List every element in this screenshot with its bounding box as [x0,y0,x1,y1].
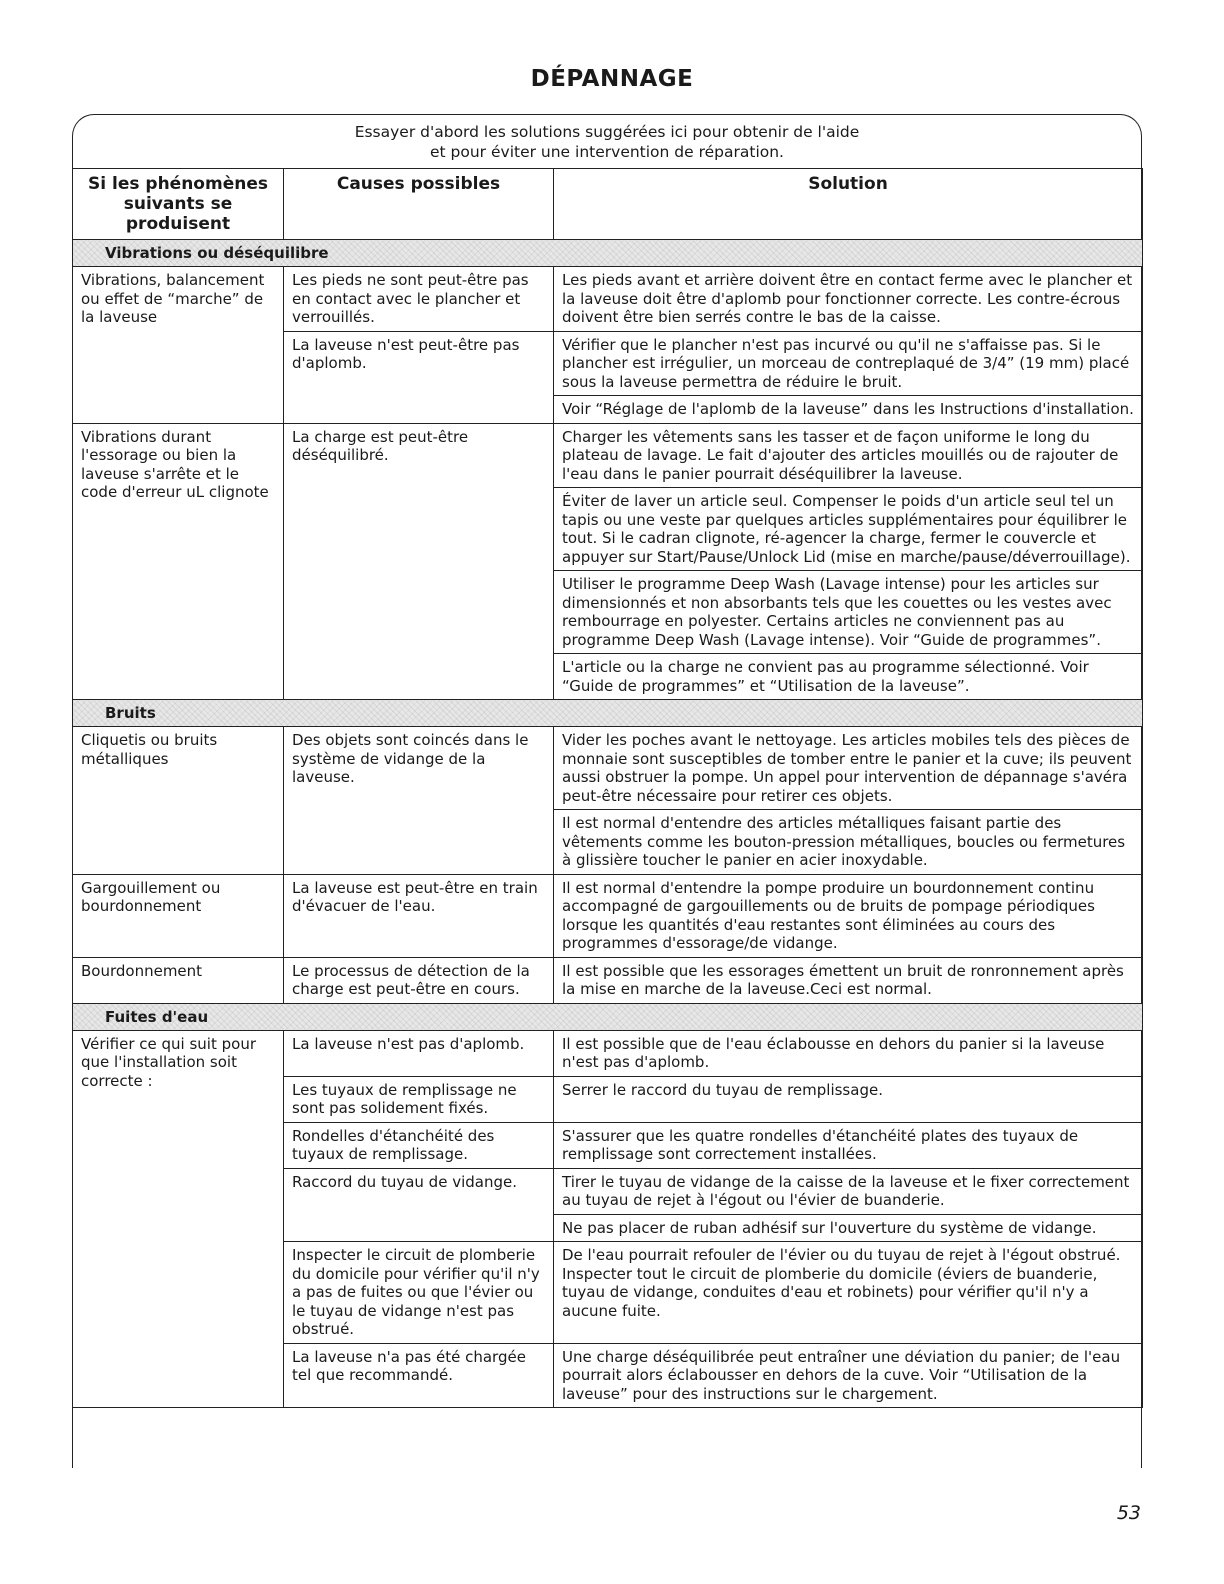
cause-cell: Rondelles d'étanchéité des tuyaux de remplissage. [284,1122,554,1168]
solution-cell: Utiliser le programme Deep Wash (Lavage intense) pour les articles sur dimensionnés et non absorbants tels que les couettes ou les vestes avec rembourrage en polyester. Certains articles ne conviennent pas au programme Deep Wash (Lavage intense). Voir “Guide de programmes”. [554,571,1143,654]
solution-cell: Voir “Réglage de l'aplomb de la laveuse” dans les Instructions d'installation. [554,396,1143,424]
solution-cell: Il est normal d'entendre la pompe produire un bourdonnement continu accompagné de gargouillements ou de bruits de pompage périodiques lorsque les quantités d'eau restantes sont éliminées au cours des programmes d'essorage/de vidange. [554,874,1143,957]
table-row [73,727,1143,810]
solution-cell: Les pieds avant et arrière doivent être en contact ferme avec le plancher et la laveuse doit être d'aplomb pour fonctionner correcte. Les contre-écrous doivent être bien serrés contre le bas de la caisse. [554,267,1143,332]
table-row [73,1030,1143,1076]
intro-line-1: Essayer d'abord les solutions suggérées ici pour obtenir de l'aide [354,123,860,141]
troubleshooting-table [72,168,1142,1408]
solution-cell: Il est normal d'entendre des articles métalliques faisant partie des vêtements comme les bouton-pression métalliques, boucles ou fermetures à glissière toucher le panier en acier inoxydable. [554,810,1143,875]
solution-cell: Il est possible que les essorages émettent un bruit de ronronnement après la mise en marche de la laveuse.Ceci est normal. [554,957,1143,1003]
section-row [73,700,1143,727]
cause-cell: La laveuse n'a pas été chargée tel que recommandé. [284,1343,554,1408]
cause-cell: La laveuse est peut-être en train d'évacuer de l'eau. [284,874,554,957]
table-row [73,957,1143,1003]
solution-cell: S'assurer que les quatre rondelles d'étanchéité plates des tuyaux de remplissage sont correctement installées. [554,1122,1143,1168]
cause-cell: Raccord du tuyau de vidange. [284,1168,554,1242]
header-causes: Causes possibles [284,169,554,240]
table-row [73,423,1143,488]
solution-cell: L'article ou la charge ne convient pas au programme sélectionné. Voir “Guide de programmes” et “Utilisation de la laveuse”. [554,654,1143,700]
table-row [73,267,1143,332]
symptom-cell: Gargouillement ou bourdonnement [73,874,284,957]
section-bruits: Bruits [73,700,1143,727]
solution-cell: Tirer le tuyau de vidange de la caisse de la laveuse et le fixer correctement au tuyau de rejet à l'égout ou l'évier de buanderie. [554,1168,1143,1214]
solution-cell: Éviter de laver un article seul. Compenser le poids d'un article seul tel un tapis ou une veste par quelques articles supplémentaires pour équilibrer le tout. Si le cadran clignote, ré-agencer la charge, fermer le couvercle et appuyer sur Start/Pause/Unlock Lid (mise en marche/pause/déverrouillage). [554,488,1143,571]
header-solution: Solution [554,169,1143,240]
solution-cell: Une charge déséquilibrée peut entraîner une déviation du panier; de l'eau pourrait alors éclabousser en dehors de la cuve. Voir “Utilisation de la laveuse” pour des instructions sur le chargement. [554,1343,1143,1408]
section-vibrations: Vibrations ou déséquilibre [73,240,1143,267]
table-row [73,874,1143,957]
symptom-cell: Bourdonnement [73,957,284,1003]
header-symptoms: Si les phénomènes suivants se produisent [73,169,284,240]
solution-cell: Il est possible que de l'eau éclabousse en dehors du panier si la laveuse n'est pas d'aplomb. [554,1030,1143,1076]
cause-cell: La charge est peut-être déséquilibré. [284,423,554,700]
intro-text [72,122,1142,162]
solution-cell: Ne pas placer de ruban adhésif sur l'ouverture du système de vidange. [554,1214,1143,1242]
cause-cell: Des objets sont coincés dans le système de vidange de la laveuse. [284,727,554,875]
page-title: DÉPANNAGE [530,66,694,92]
cause-cell: Inspecter le circuit de plomberie du domicile pour vérifier qu'il n'y a pas de fuites ou que l'évier ou le tuyau de vidange n'est pas obstrué. [284,1242,554,1344]
intro-line-2: et pour éviter une intervention de réparation. [430,143,784,161]
cause-cell: Les pieds ne sont peut-être pas en contact avec le plancher et verrouillés. [284,267,554,332]
symptom-cell: Vérifier ce qui suit pour que l'installation soit correcte : [73,1030,284,1408]
solution-cell: Charger les vêtements sans les tasser et de façon uniforme le long du plateau de lavage. Le fait d'ajouter des articles mouillés ou de rajouter de l'eau dans le panier pourrait déséquilibrer la laveuse. [554,423,1143,488]
header-row [73,169,1143,240]
solution-cell: Vérifier que le plancher n'est pas incurvé ou qu'il ne s'affaisse pas. Si le plancher est irrégulier, un morceau de contreplaqué de 3/4” (19 mm) placé sous la laveuse permettra de réduire le bruit. [554,331,1143,396]
solution-cell: De l'eau pourrait refouler de l'évier ou du tuyau de rejet à l'égout obstrué. Inspecter tout le circuit de plomberie du domicile (éviers de buanderie, tuyau de vidange, conduites d'eau et robinets) pour vérifier qu'il n'y a aucune fuite. [554,1242,1143,1344]
cause-cell: La laveuse n'est pas d'aplomb. [284,1030,554,1076]
cause-cell: La laveuse n'est peut-être pas d'aplomb. [284,331,554,423]
section-row [73,240,1143,267]
solution-cell: Serrer le raccord du tuyau de remplissage. [554,1076,1143,1122]
section-row [73,1003,1143,1030]
symptom-cell: Vibrations durant l'essorage ou bien la laveuse s'arrête et le code d'erreur uL clignote [73,423,284,700]
symptom-cell: Cliquetis ou bruits métalliques [73,727,284,875]
cause-cell: Les tuyaux de remplissage ne sont pas solidement fixés. [284,1076,554,1122]
section-fuites: Fuites d'eau [73,1003,1143,1030]
cause-cell: Le processus de détection de la charge est peut-être en cours. [284,957,554,1003]
solution-cell: Vider les poches avant le nettoyage. Les articles mobiles tels des pièces de monnaie sont susceptibles de tomber entre le panier et la cuve; ils peuvent aussi obstruer la pompe. Un appel pour intervention de dépannage s'avéra peut-être nécessaire pour retirer ces objets. [554,727,1143,810]
symptom-cell: Vibrations, balancement ou effet de “marche” de la laveuse [73,267,284,424]
page-number: 53 [1116,1502,1141,1524]
